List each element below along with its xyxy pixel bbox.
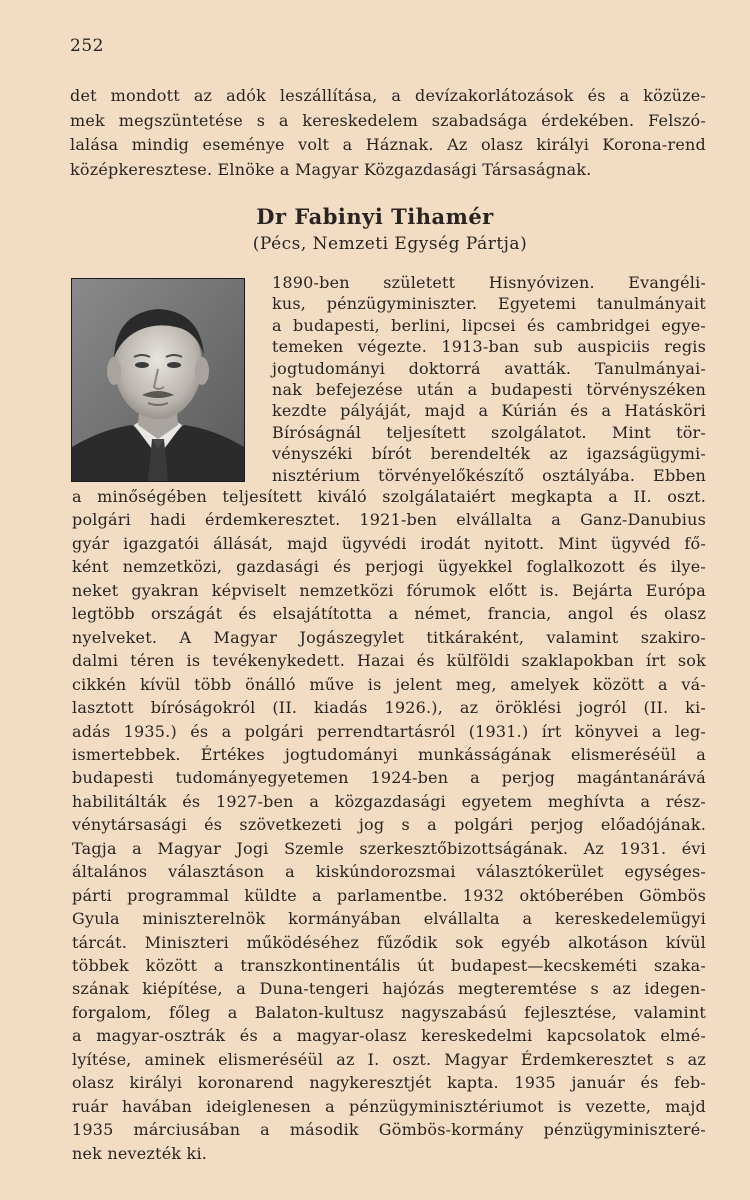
text-line: adás 1935.) és a polgári perrendtartásról (1931.) írt könyvei a leg- xyxy=(72,721,706,741)
text-line: nek nevezték ki. xyxy=(72,1143,208,1163)
text-line: polgári hadi érdemkeresztet. 1921-ben elvállalta a Ganz-Danubius xyxy=(72,510,706,530)
portrait-photo xyxy=(71,278,245,482)
text-line: forgalom, főleg a Balaton-kultusz nagyszabású fejlesztése, valamint xyxy=(72,1002,706,1022)
text-line: ruár havában ideiglenesen a pénzügyminisztériumot is vezette, majd xyxy=(72,1096,706,1116)
text-line: temeken végezte. 1913-ban sub auspiciis regis xyxy=(272,337,706,357)
text-line: a budapesti, berlini, lipcsei és cambridgei egye- xyxy=(272,315,706,335)
text-line: kezdte pályáját, majd a Kúrián és a Hatásköri xyxy=(272,401,706,421)
text-line: habilitálták és 1927-ben a közgazdasági egyetem meghívta a rész- xyxy=(72,791,706,811)
text-line: Tagja a Magyar Jogi Szemle szerkesztőbizottságának. Az 1931. évi xyxy=(72,838,706,858)
text-line: 1935 márciusában a második Gömbös-kormány pénzügyminiszteré- xyxy=(72,1120,706,1140)
text-line: általános választáson a kiskúndorozsmai választókerület egységes- xyxy=(72,862,706,882)
text-line: dalmi téren is tevékenykedett. Hazai és külföldi szaklapokban írt sok xyxy=(72,651,706,671)
text-line: Gyula miniszterelnök kormányában elvállalta a kereskedelemügyi xyxy=(72,909,706,929)
text-line: vényszéki bírót berendelték az igazságügymi- xyxy=(272,444,706,464)
text-line: szának kiépítése, a Duna-tengeri hajózás megteremtése s az idegen- xyxy=(72,979,706,999)
text-line: mek megszüntetése s a kereskedelem szabadsága érdekében. Felszó- xyxy=(70,110,706,130)
text-line: neket gyakran képviselt nemzetközi fórumok előtt is. Bejárta Európa xyxy=(72,580,706,600)
text-line: nak befejezése után a budapesti törvényszéken xyxy=(272,380,706,399)
text-line: budapesti tudományegyetemen 1924-ben a perjog magántanárává xyxy=(72,768,706,788)
text-line: olasz királyi koronarend nagykeresztjét kapta. 1935 január és feb- xyxy=(72,1073,706,1093)
text-line: legtöbb országát és elsajátította a német, francia, angol és olasz xyxy=(72,604,706,624)
text-line: kus, pénzügyminiszter. Egyetemi tanulmányait xyxy=(272,294,706,314)
entry-affiliation: (Pécs, Nemzeti Egység Pártja) xyxy=(252,234,528,254)
entry-title: Dr Fabinyi Tihamér xyxy=(256,204,494,229)
text-line: vénytársasági és szövetkezeti jog s a polgári perjog előadójának. xyxy=(72,815,706,835)
text-line: cikkén kívül több önálló műve is jelent meg, amelyek között a vá- xyxy=(72,674,706,694)
text-line: középkeresztese. Elnöke a Magyar Közgazdasági Társaságnak. xyxy=(70,160,592,180)
text-line: det mondott az adók leszállítása, a devízakorlátozások és a közüze- xyxy=(70,86,706,105)
text-line: tárcát. Miniszteri működéséhez fűződik sok egyéb alkotáson kívül xyxy=(72,932,706,952)
portrait-image xyxy=(72,279,244,481)
text-line: párti programmal küldte a parlamentbe. 1932 októberében Gömbös xyxy=(72,885,706,905)
page-number: 252 xyxy=(70,36,104,56)
text-line: a magyar-osztrák és a magyar-olasz kereskedelmi kapcsolatok elmé- xyxy=(72,1026,706,1046)
text-line: ként nemzetközi, gazdasági és perjogi ügyekkel foglalkozott és ilye- xyxy=(72,557,706,577)
text-line: gyár igazgatói állását, majd ügyvédi irodát nyitott. Mint ügyvéd fő- xyxy=(72,533,706,553)
text-line: Bíróságnál teljesített szolgálatot. Mint tör- xyxy=(272,422,706,442)
text-line: jogtudományi doktorrá avatták. Tanulmányai- xyxy=(272,358,706,378)
text-line: nyelveket. A Magyar Jogászegylet titkáraként, valamint szakiro- xyxy=(72,627,706,647)
text-line: nisztérium törvényelőkészítő osztályába. Ebben xyxy=(272,465,706,485)
text-line: ismertebbek. Értékes jogtudományi munkásságának elismeréséül a xyxy=(72,744,706,764)
text-line: a minőségében teljesített kiváló szolgálataiért megkapta a II. oszt. xyxy=(72,487,706,506)
text-line: 1890-ben született Hisnyóvizen. Evangéli- xyxy=(272,273,706,292)
text-line: lalása mindig eseménye volt a Háznak. Az olasz királyi Korona-rend xyxy=(70,135,706,155)
text-line: lyítése, aminek elismeréséül az I. oszt. Magyar Érdemkeresztet s az xyxy=(72,1049,706,1069)
text-line: lasztott bíróságokról (II. kiadás 1926.), az öröklési jogról (II. ki- xyxy=(72,698,706,718)
text-line: többek között a transzkontinentális út budapest—kecskeméti szaka- xyxy=(72,956,706,975)
